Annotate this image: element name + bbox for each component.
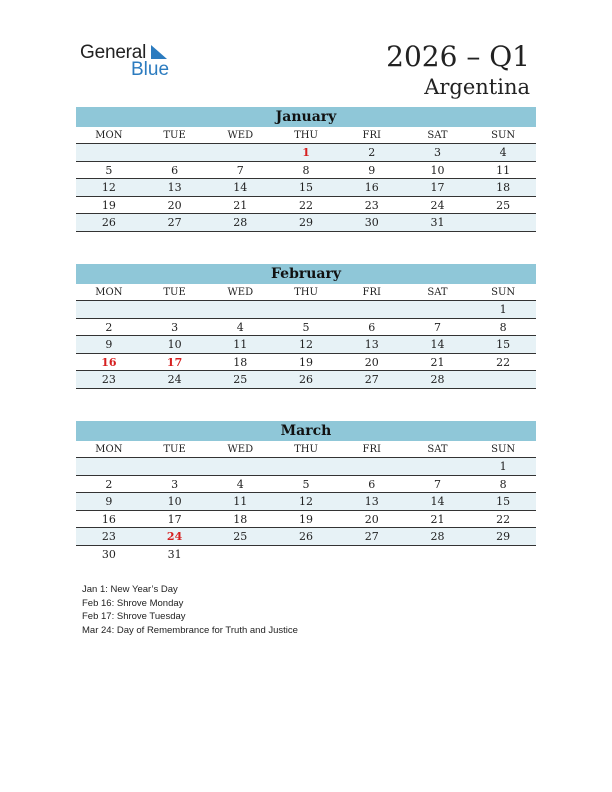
month-calendar-march	[76, 421, 536, 563]
holiday-day-cell: 24	[166, 530, 183, 543]
month-title: January	[76, 107, 536, 127]
day-cell: 22	[496, 512, 511, 526]
day-cell: 3	[171, 477, 179, 491]
weekday-label: MON	[95, 287, 123, 298]
week-row	[76, 144, 536, 162]
day-cell: 16	[364, 181, 379, 194]
day-cell: 29	[299, 216, 314, 229]
day-cell: 4	[236, 320, 244, 334]
day-cell	[405, 546, 471, 564]
day-cell: 4	[499, 146, 507, 159]
day-cell: 9	[368, 163, 376, 177]
day-cell: 23	[101, 530, 116, 543]
holiday-note: Jan 1: New Year’s Day	[82, 584, 178, 595]
day-cell	[273, 458, 339, 475]
day-cell: 15	[496, 495, 511, 508]
country-name: Argentina	[424, 75, 530, 99]
day-cell: 24	[430, 198, 445, 212]
month-title: February	[76, 264, 536, 284]
day-cell: 9	[105, 338, 113, 351]
month-calendar-january	[76, 107, 536, 232]
day-cell	[470, 214, 536, 231]
day-cell: 7	[433, 477, 441, 491]
day-cell: 5	[302, 320, 310, 334]
logo-general-text: General	[80, 42, 147, 63]
day-cell: 20	[167, 198, 182, 212]
weekday-label: SAT	[427, 287, 448, 298]
holiday-note: Mar 24: Day of Remembrance for Truth and Justice	[82, 624, 298, 636]
day-cell: 8	[302, 163, 310, 177]
day-cell	[339, 301, 405, 318]
day-cell: 6	[368, 477, 376, 491]
weekday-label: FRI	[362, 444, 381, 455]
week-row	[76, 319, 536, 337]
day-cell: 27	[364, 530, 379, 543]
day-cell: 1	[499, 460, 507, 473]
week-row	[76, 546, 536, 564]
weekday-label: SUN	[491, 130, 516, 141]
day-cell: 21	[430, 512, 445, 526]
day-cell: 20	[364, 355, 379, 369]
day-cell: 28	[430, 373, 445, 386]
weekday-label: MON	[95, 444, 123, 455]
logo-blue-text: Blue	[131, 59, 170, 80]
day-cell: 30	[101, 547, 116, 561]
day-cell	[273, 301, 339, 318]
day-cell: 11	[233, 495, 248, 508]
week-row	[76, 528, 536, 546]
week-row	[76, 214, 536, 232]
weekday-header-row	[76, 284, 536, 301]
week-row	[76, 458, 536, 476]
day-cell: 31	[430, 216, 445, 229]
week-row	[76, 336, 536, 354]
weekday-label: FRI	[362, 287, 381, 298]
day-cell	[142, 144, 208, 161]
day-cell: 2	[105, 477, 113, 491]
day-cell: 25	[233, 373, 248, 386]
weekday-header-row	[76, 441, 536, 458]
day-cell	[339, 458, 405, 475]
weekday-label: FRI	[362, 130, 381, 141]
day-cell	[405, 301, 471, 318]
day-cell: 31	[167, 547, 182, 561]
day-cell	[76, 144, 142, 161]
day-cell: 10	[430, 163, 445, 177]
day-cell: 8	[499, 477, 507, 491]
day-cell	[76, 458, 142, 475]
day-cell: 18	[233, 355, 248, 369]
week-row	[76, 197, 536, 215]
day-cell: 25	[233, 530, 248, 543]
weekday-label: THU	[294, 130, 318, 141]
day-cell: 23	[101, 373, 116, 386]
day-cell: 12	[101, 181, 116, 194]
day-cell: 3	[171, 320, 179, 334]
day-cell: 13	[167, 181, 182, 194]
day-cell	[207, 301, 273, 318]
day-cell: 20	[364, 512, 379, 526]
day-cell	[470, 371, 536, 388]
week-row	[76, 162, 536, 180]
week-row	[76, 371, 536, 389]
weekday-label: TUE	[163, 130, 186, 141]
day-cell: 29	[496, 530, 511, 543]
weekday-label: THU	[294, 287, 318, 298]
day-cell: 8	[499, 320, 507, 334]
day-cell: 11	[233, 338, 248, 351]
day-cell: 26	[299, 530, 314, 543]
day-cell: 6	[171, 163, 179, 177]
day-cell: 7	[433, 320, 441, 334]
day-cell	[207, 546, 273, 564]
day-cell: 4	[236, 477, 244, 491]
holiday-note: Feb 17: Shrove Tuesday	[82, 611, 186, 623]
day-cell: 13	[364, 495, 379, 508]
day-cell: 23	[364, 198, 379, 212]
day-cell: 13	[364, 338, 379, 351]
day-cell: 14	[233, 181, 248, 194]
holiday-day-cell: 16	[101, 355, 117, 369]
day-cell	[207, 458, 273, 475]
day-cell	[76, 301, 142, 318]
day-cell: 19	[299, 512, 314, 526]
day-cell: 7	[236, 163, 244, 177]
day-cell: 25	[496, 198, 511, 212]
day-cell: 12	[299, 338, 314, 351]
month-calendar-february	[76, 264, 536, 389]
day-cell: 22	[299, 198, 314, 212]
day-cell	[207, 144, 273, 161]
day-cell: 2	[105, 320, 113, 334]
week-row	[76, 511, 536, 529]
day-cell: 21	[233, 198, 248, 212]
day-cell: 26	[299, 373, 314, 386]
weekday-label: WED	[227, 287, 254, 298]
weekday-label: SUN	[491, 444, 516, 455]
day-cell: 10	[167, 338, 182, 351]
day-cell: 28	[430, 530, 445, 543]
day-cell	[470, 546, 536, 564]
holiday-note: Feb 16: Shrove Monday	[82, 597, 184, 609]
day-cell: 17	[167, 512, 182, 526]
day-cell: 14	[430, 495, 445, 508]
logo	[80, 42, 180, 82]
day-cell	[142, 301, 208, 318]
day-cell: 11	[496, 163, 511, 177]
day-cell: 3	[433, 146, 441, 159]
day-cell	[405, 458, 471, 475]
day-cell: 17	[430, 181, 445, 194]
day-cell: 6	[368, 320, 376, 334]
day-cell: 30	[364, 216, 379, 229]
week-row	[76, 493, 536, 511]
week-row	[76, 354, 536, 372]
weekday-label: TUE	[163, 287, 186, 298]
day-cell: 27	[364, 373, 379, 386]
weekday-label: TUE	[163, 444, 186, 455]
day-cell: 27	[167, 216, 182, 229]
day-cell: 22	[496, 355, 511, 369]
day-cell: 19	[101, 198, 116, 212]
day-cell: 5	[302, 477, 310, 491]
day-cell: 18	[233, 512, 248, 526]
day-cell: 5	[105, 163, 113, 177]
weekday-label: THU	[294, 444, 318, 455]
day-cell: 16	[101, 512, 116, 526]
week-row	[76, 301, 536, 319]
week-row	[76, 179, 536, 197]
holiday-notes	[82, 583, 298, 637]
weekday-label: WED	[227, 130, 254, 141]
day-cell: 1	[499, 303, 507, 316]
day-cell	[273, 546, 339, 564]
day-cell: 12	[299, 495, 314, 508]
day-cell	[339, 546, 405, 564]
day-cell: 28	[233, 216, 248, 229]
weekday-label: MON	[95, 130, 123, 141]
day-cell: 9	[105, 495, 113, 508]
day-cell: 26	[101, 216, 116, 229]
day-cell: 14	[430, 338, 445, 351]
day-cell: 15	[496, 338, 511, 351]
weekday-label: SAT	[427, 130, 448, 141]
page-title: 2026 – Q1	[386, 40, 530, 73]
weekday-label: WED	[227, 444, 254, 455]
week-row	[76, 476, 536, 494]
holiday-day-cell: 1	[302, 146, 310, 159]
holiday-day-cell: 17	[166, 355, 183, 369]
day-cell: 10	[167, 495, 182, 508]
month-title: March	[76, 421, 536, 441]
day-cell: 18	[496, 181, 511, 194]
day-cell: 2	[368, 146, 376, 159]
day-cell	[142, 458, 208, 475]
weekday-label: SAT	[427, 444, 448, 455]
day-cell: 24	[167, 373, 182, 386]
weekday-header-row	[76, 127, 536, 144]
weekday-label: SUN	[491, 287, 516, 298]
day-cell: 15	[299, 181, 314, 194]
day-cell: 19	[299, 355, 314, 369]
day-cell: 21	[430, 355, 445, 369]
